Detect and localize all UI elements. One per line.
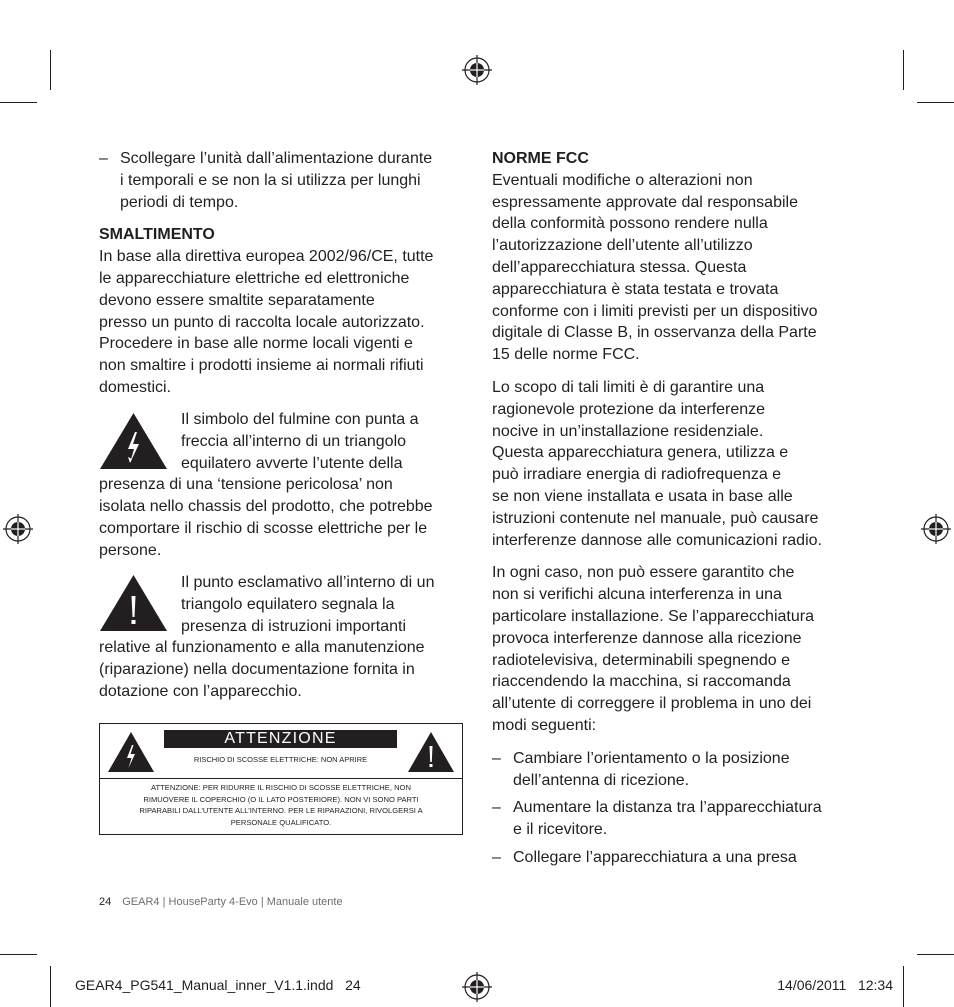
fcc-paragraph-2: Lo scopo di tali limiti è di garantire una ragionevole protezione da interferenze nocive in un’installazione residenziale. Questa apparecchiatura genera, utilizza e può irradiare energia di radiofrequenza e se non viene installata e usata in base alle istruzioni contenute nel manuale, può causare interferenze dannose alle comunicazioni radio. bbox=[492, 378, 822, 549]
list-item bbox=[492, 847, 854, 869]
list-item-text: Aumentare la distanza tra l’apparecchiatura e il ricevitore. bbox=[513, 799, 822, 839]
lightning-text: presenza di una ‘tensione pericolosa’ non isolata nello chassis del prodotto, che potrebbe comportare il rischio di scosse elettriche per le persone. bbox=[99, 476, 433, 559]
lightning-text-indented: Il simbolo del fulmine con punta a freccia all’interno di un triangolo equilatero avverte l’utente della bbox=[181, 411, 419, 472]
exclamation-text: relative al funzionamento e alla manutenzione (riparazione) nella documentazione fornita in dotazione con l’apparecchio. bbox=[99, 639, 425, 700]
exclamation-description bbox=[99, 572, 461, 703]
crop-mark bbox=[50, 966, 51, 1007]
fcc-paragraph-1: Eventuali modifiche o alterazioni non espressamente approvate dal responsabile della conformità possono rendere nulla l’autorizzazione dell’utente all’utilizzo dell’apparecchiatura stessa. Questa apparecchiatura è stata testata e trovata conforme con i limiti previsti per un dispositivo digitale di Classe B, in osservanza della Parte 15 delle norme FCC. bbox=[492, 171, 818, 364]
exclamation-warning-icon bbox=[407, 731, 455, 773]
slug-datetime: 14/06/2011 12:34 bbox=[777, 977, 893, 993]
slug-filename: GEAR4_PG541_Manual_inner_V1.1.indd 24 bbox=[75, 977, 361, 993]
running-title: GEAR4 | HouseParty 4-Evo | Manuale utente bbox=[122, 896, 343, 908]
crop-mark bbox=[0, 102, 37, 103]
disposal-paragraph: In base alla direttiva europea 2002/96/CE, tutte le apparecchiature elettriche ed elettroniche devono essere smaltite separatamente presso un punto di raccolta locale autorizzato. Procedere in base alle norme locali vigenti e non smaltire i prodotti insieme ai normali rifiuti domestici. bbox=[99, 248, 434, 396]
lightning-warning-icon bbox=[107, 731, 155, 773]
warning-subtitle: RISCHIO DI SCOSSE ELETTRICHE: NON APRIRE bbox=[193, 755, 368, 764]
warning-body: ATTENZIONE: PER RIDURRE IL RISCHIO DI SCOSSE ELETTRICHE, NON RIMUOVERE IL COPERCHIO (O IL LATO POSTERIORE). NON VI SONO PARTI RIPARABILI DALL’UTENTE ALL’INTERNO. PER LE RIPARAZIONI, RIVOLGERSI A PERSONALE QUALIFICATO. bbox=[139, 783, 423, 827]
registration-mark-icon bbox=[3, 514, 33, 544]
list-item-text: Collegare l’apparecchiatura a una presa bbox=[513, 848, 797, 866]
section-heading-fcc: NORME FCC bbox=[492, 150, 589, 167]
crop-mark bbox=[50, 50, 51, 90]
lightning-description bbox=[99, 409, 461, 562]
crop-mark bbox=[903, 50, 904, 90]
crop-mark bbox=[917, 954, 954, 955]
crop-mark bbox=[0, 954, 37, 955]
left-column bbox=[99, 148, 461, 399]
list-dash: – bbox=[492, 799, 501, 817]
registration-mark-icon bbox=[921, 514, 951, 544]
crop-mark bbox=[903, 966, 904, 1007]
exclamation-text-indented: Il punto esclamativo all’interno di un triangolo equilatero segnala la presenza di istruzioni importanti bbox=[181, 574, 435, 635]
fcc-paragraph-3: In ogni caso, non può essere garantito che non si verifichi alcuna interferenza in una particolare installazione. Se l’apparecchiatura provoca interferenze dannose alla ricezione radiotelevisiva, determinabili spegnendo e riaccendendo la macchina, si raccomanda all’utente di correggere il problema in uno dei modi seguenti: bbox=[492, 564, 814, 734]
list-dash: – bbox=[492, 749, 501, 767]
list-item bbox=[492, 797, 854, 841]
list-item bbox=[99, 148, 461, 213]
list-item-text: Scollegare l’unità dall’alimentazione durante i temporali e se non la si utilizza per lunghi periodi di tempo. bbox=[120, 150, 433, 211]
list-dash: – bbox=[99, 150, 108, 167]
crop-mark bbox=[917, 102, 954, 103]
registration-mark-icon bbox=[462, 55, 492, 85]
list-item-text: Cambiare l’orientamento o la posizione dell’antenna di ricezione. bbox=[513, 749, 790, 789]
section-heading-disposal: SMALTIMENTO bbox=[99, 226, 215, 244]
page-footer bbox=[99, 896, 343, 908]
right-column bbox=[492, 148, 854, 869]
list-dash: – bbox=[492, 848, 501, 866]
warning-title: ATTENZIONE bbox=[164, 730, 397, 748]
warning-divider bbox=[100, 778, 462, 779]
list-item bbox=[492, 748, 854, 792]
page-number: 24 bbox=[99, 896, 112, 908]
warning-box bbox=[99, 723, 463, 835]
registration-mark-icon bbox=[462, 972, 492, 1002]
